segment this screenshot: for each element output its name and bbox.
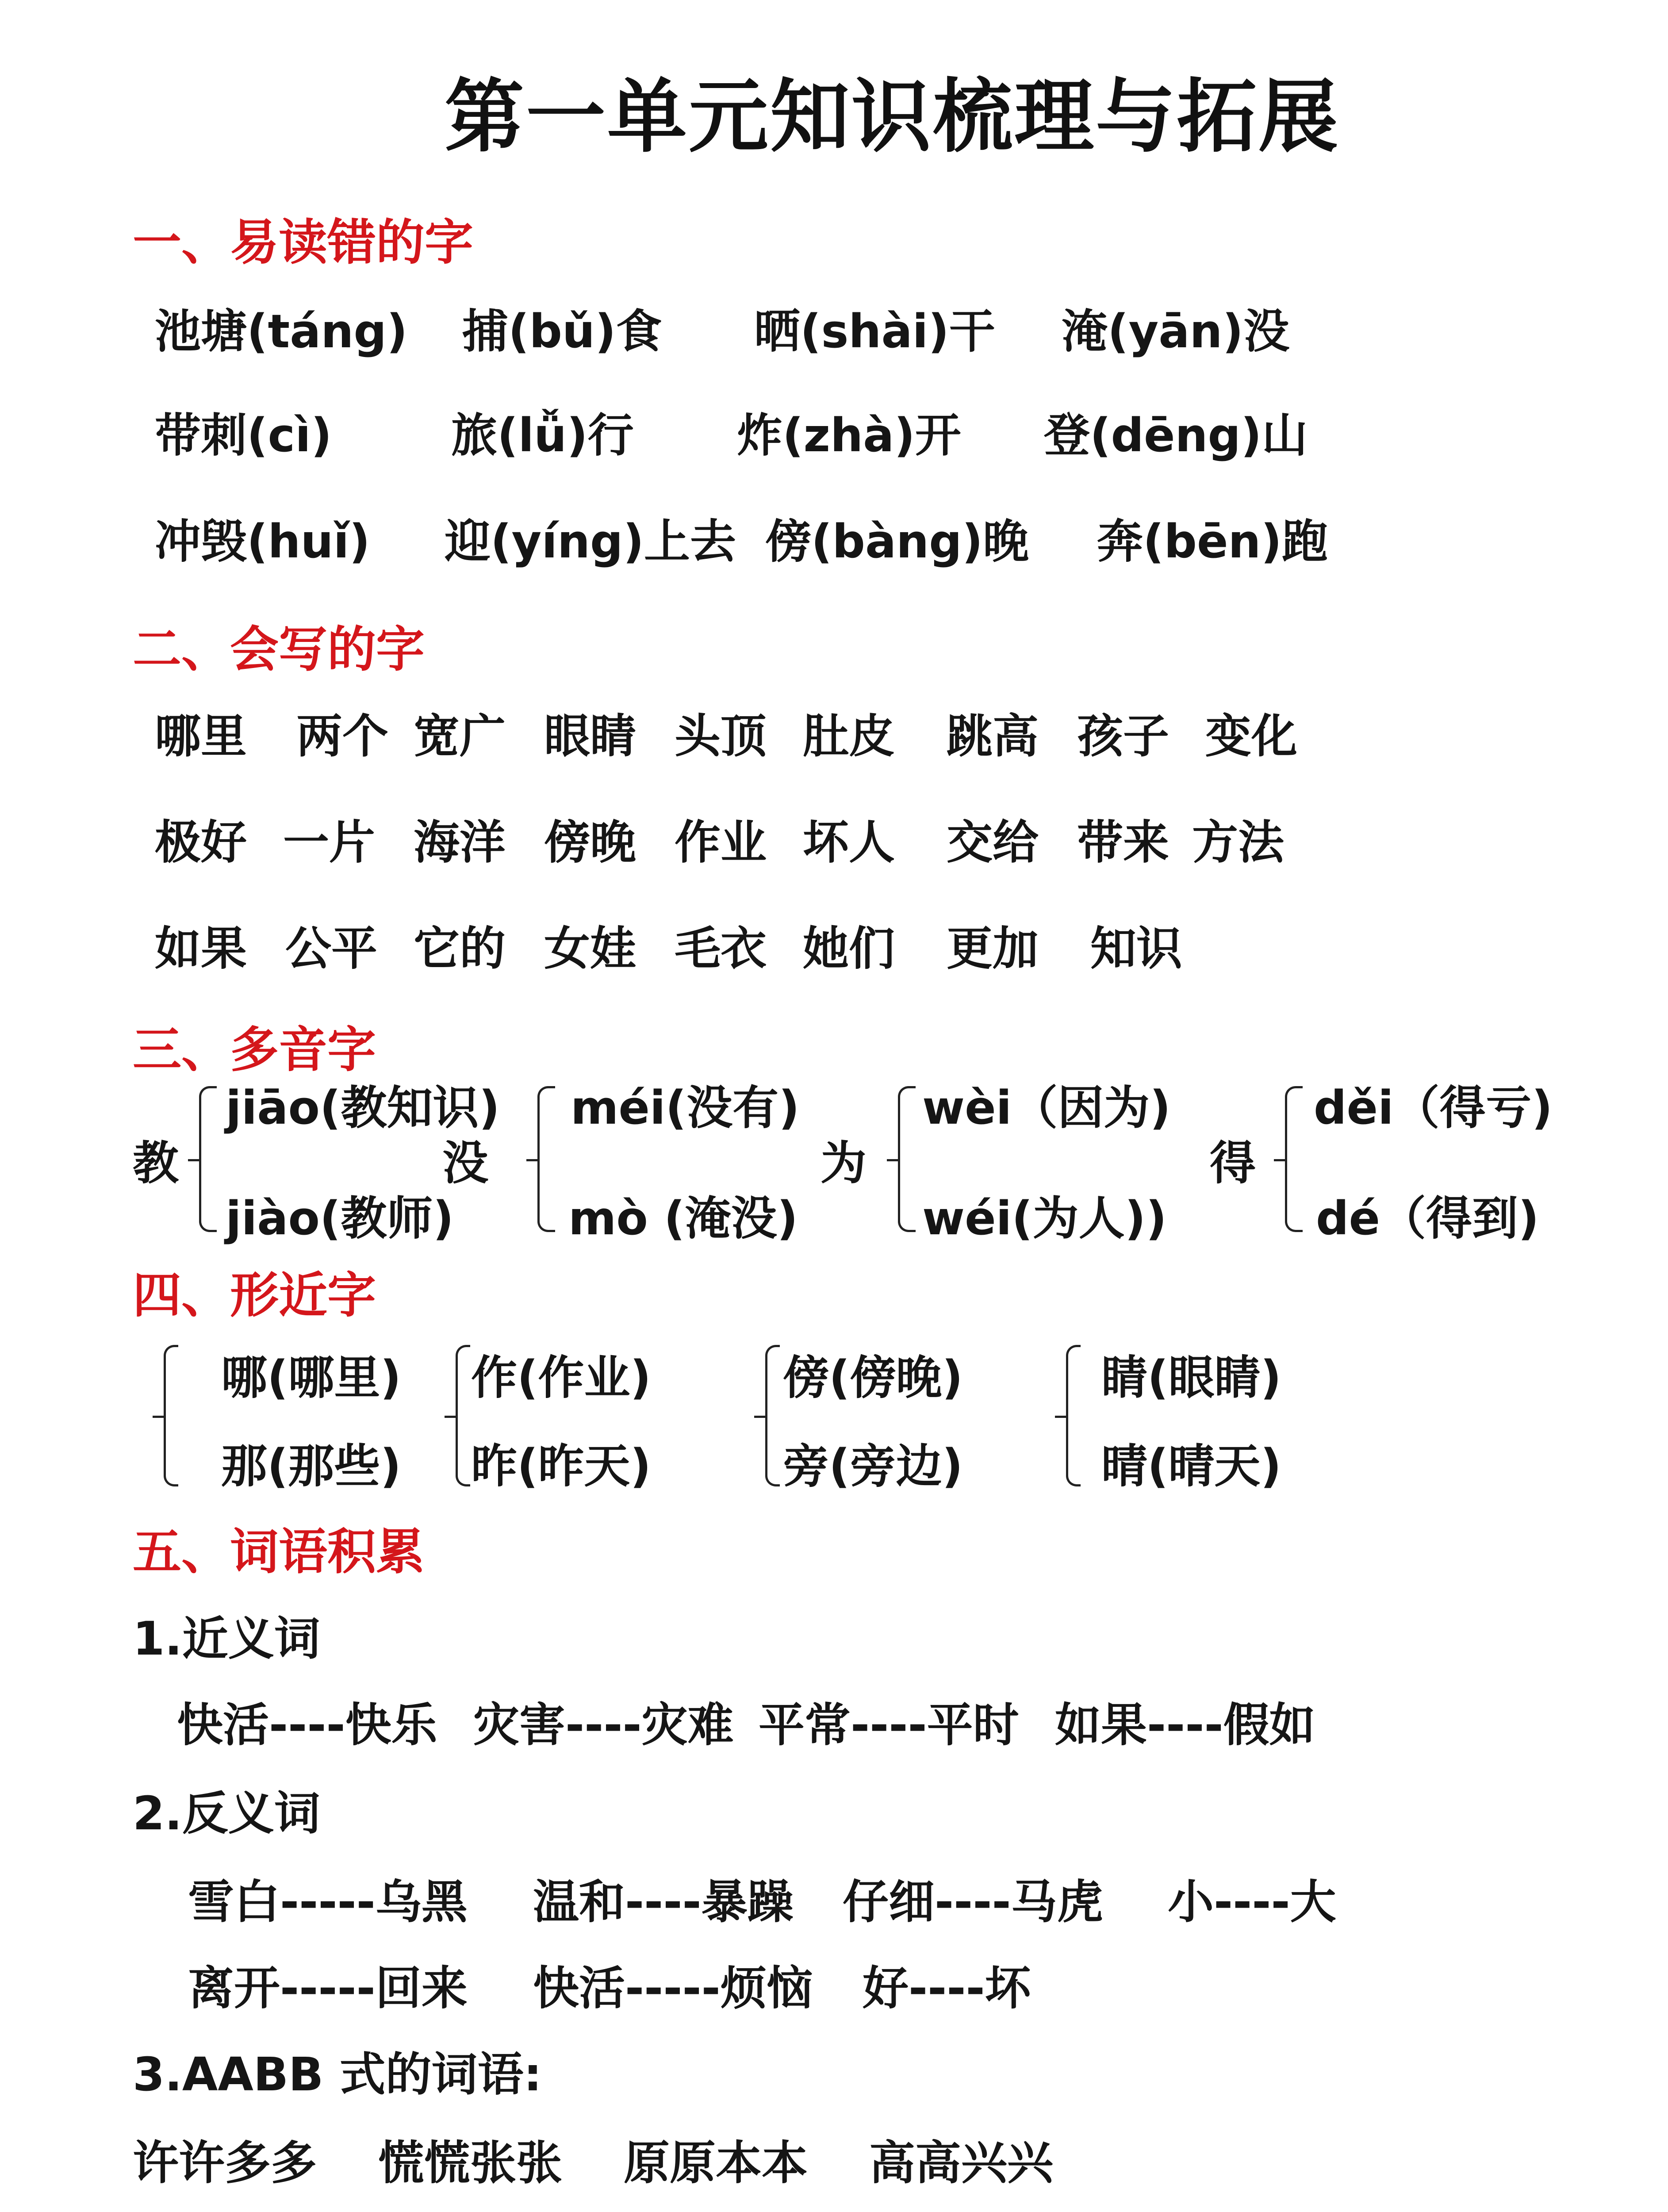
writable-word: 交给 xyxy=(947,815,1039,869)
misread-item: 迎(yíng)上去 xyxy=(445,515,736,568)
polyphonic-reading: jiāo(教知识) xyxy=(226,1081,500,1135)
misread-item: 炸(zhà)开 xyxy=(736,408,961,462)
antonym-pair: 好----坏 xyxy=(863,1961,1031,2015)
similar-char: 晴(晴天) xyxy=(1101,1439,1282,1493)
section-heading-polyphonic: 三、多音字 xyxy=(133,1022,376,1078)
synonym-pair: 如果----假如 xyxy=(1055,1698,1315,1752)
synonyms-label: 1.近义词 xyxy=(133,1612,320,1666)
polyphonic-reading: wèi（因为) xyxy=(922,1081,1171,1135)
writable-word: 方法 xyxy=(1192,815,1285,869)
writable-word: 作业 xyxy=(675,815,767,869)
section-heading-vocabulary: 五、词语积累 xyxy=(133,1524,425,1580)
writable-word: 肚皮 xyxy=(803,709,895,763)
section-heading-misread-chars: 一、易读错的字 xyxy=(133,214,473,271)
similar-char: 傍(傍晚) xyxy=(783,1351,963,1405)
aabb-word: 许许多多 xyxy=(133,2136,317,2190)
section-heading-similar-chars: 四、形近字 xyxy=(133,1267,376,1324)
antonym-pair: 仔细----马虎 xyxy=(843,1875,1103,1929)
brace xyxy=(456,1345,470,1486)
misread-item: 傍(bàng)晚 xyxy=(765,515,1029,568)
writable-word: 女娃 xyxy=(544,922,637,975)
writable-word: 宽广 xyxy=(414,709,506,763)
misread-item: 奔(bēn)跑 xyxy=(1097,515,1328,568)
writable-word: 孩子 xyxy=(1077,709,1170,763)
section-heading-writable-chars: 二、会写的字 xyxy=(133,621,425,678)
writable-word: 坏人 xyxy=(803,815,895,869)
writable-word: 公平 xyxy=(285,922,378,975)
antonym-pair: 小----大 xyxy=(1168,1875,1336,1929)
polyphonic-char: 为 xyxy=(821,1136,867,1190)
polyphonic-reading: jiào(教师) xyxy=(226,1191,454,1245)
misread-item: 旅(lǚ)行 xyxy=(451,408,634,462)
polyphonic-reading: mò (淹没) xyxy=(568,1191,798,1245)
writable-word: 傍晚 xyxy=(544,815,637,869)
writable-word: 眼睛 xyxy=(544,709,637,763)
writable-word: 如果 xyxy=(155,922,247,975)
brace xyxy=(537,1086,555,1232)
writable-word: 更加 xyxy=(947,922,1039,975)
writable-word: 两个 xyxy=(296,709,389,763)
writable-word: 她们 xyxy=(803,922,895,975)
misread-item: 淹(yān)没 xyxy=(1062,304,1290,358)
misread-item: 晒(shài)干 xyxy=(754,304,995,358)
polyphonic-reading: děi（得亏) xyxy=(1314,1081,1553,1135)
writable-word: 变化 xyxy=(1205,709,1298,763)
polyphonic-reading: dé（得到) xyxy=(1316,1191,1539,1245)
brace xyxy=(199,1086,217,1232)
antonym-pair: 快活-----烦恼 xyxy=(533,1961,813,2015)
misread-item: 登(dēng)山 xyxy=(1044,408,1308,462)
similar-char: 旁(旁边) xyxy=(783,1439,963,1493)
brace xyxy=(164,1345,178,1486)
writable-word: 它的 xyxy=(414,922,506,975)
misread-item: 池塘(táng) xyxy=(155,304,408,358)
antonym-pair: 离开-----回来 xyxy=(188,1961,468,2015)
polyphonic-reading: wéi(为人)) xyxy=(922,1191,1167,1245)
writable-word: 头顶 xyxy=(675,709,767,763)
synonym-pair: 平常----平时 xyxy=(759,1698,1019,1752)
brace xyxy=(898,1086,916,1232)
similar-char: 哪(哪里) xyxy=(221,1351,402,1405)
misread-item: 带刺(cì) xyxy=(155,408,332,462)
aabb-word: 原原本本 xyxy=(624,2136,808,2190)
aabb-word: 高高兴兴 xyxy=(869,2136,1054,2190)
writable-word: 极好 xyxy=(155,815,247,869)
writable-word: 跳高 xyxy=(947,709,1039,763)
synonym-pair: 灾害----灾难 xyxy=(473,1698,734,1752)
similar-char: 作(作业) xyxy=(471,1351,652,1405)
misread-item: 冲毁(huǐ) xyxy=(155,515,370,568)
brace xyxy=(1285,1086,1303,1232)
writable-word: 知识 xyxy=(1090,922,1183,975)
aabb-label: 3.AABB 式的词语: xyxy=(133,2047,542,2101)
synonym-pair: 快活----快乐 xyxy=(177,1698,437,1752)
polyphonic-char: 得 xyxy=(1210,1136,1256,1190)
writable-word: 毛衣 xyxy=(675,922,767,975)
similar-char: 昨(昨天) xyxy=(471,1439,652,1493)
writable-word: 海洋 xyxy=(414,815,506,869)
writable-word: 一片 xyxy=(283,815,376,869)
misread-item: 捕(bǔ)食 xyxy=(462,304,662,358)
antonym-pair: 雪白-----乌黑 xyxy=(188,1875,468,1929)
antonyms-label: 2.反义词 xyxy=(133,1786,320,1840)
similar-char: 那(那些) xyxy=(221,1439,402,1493)
similar-char: 睛(眼睛) xyxy=(1101,1351,1282,1405)
polyphonic-char: 没 xyxy=(442,1136,489,1190)
brace xyxy=(1066,1345,1081,1486)
aabb-word: 慌慌张张 xyxy=(378,2136,563,2190)
antonym-pair: 温和----暴躁 xyxy=(533,1875,794,1929)
page-title: 第一单元知识梳理与拓展 xyxy=(445,71,1340,163)
brace xyxy=(765,1345,780,1486)
writable-word: 带来 xyxy=(1077,815,1170,869)
writable-word: 哪里 xyxy=(155,709,247,763)
polyphonic-char: 教 xyxy=(133,1136,179,1190)
polyphonic-reading: méi(没有) xyxy=(571,1081,800,1135)
